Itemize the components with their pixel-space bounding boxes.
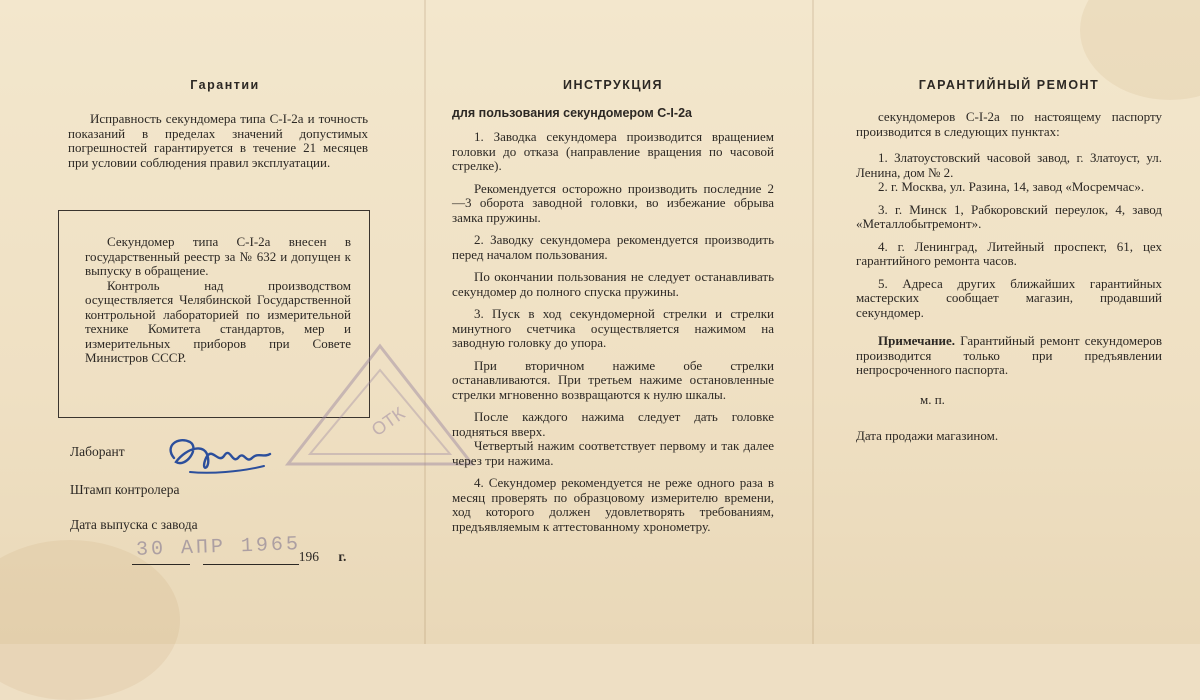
instruction-paragraph: Рекомендуется осторожно производить последние 2—3 оборота заводной головки, во избежание обрыва замка пружины.	[452, 180, 774, 225]
instruction-paragraph: 2. Заводку секундомера рекомендуется производить перед началом пользования.	[452, 232, 774, 262]
instruction-heading: ИНСТРУКЦИЯ	[562, 78, 664, 92]
guarantee-heading: Гарантии	[190, 78, 260, 92]
release-date-blanks	[132, 549, 346, 565]
release-year: 196	[298, 549, 319, 564]
repair-note	[856, 334, 1162, 378]
release-date-label: Дата выпуска с завода	[70, 517, 198, 532]
day-blank	[132, 564, 190, 565]
instruction-paragraph: После каждого нажима следует дать головке подняться вверх.	[452, 409, 774, 439]
control-text: Контроль над производством осуществляется Челябинской Государственной контрольной лабораторией по измерительной технике Комитета стандартов, мер и измерительных приборов при Совете Министров СССР.	[85, 277, 351, 365]
month-blank	[203, 564, 299, 565]
laborant-label: Лаборант	[70, 444, 125, 459]
stamp-text: ОТК	[367, 403, 409, 440]
warranty-repair-column	[856, 78, 1162, 444]
year-suffix: г.	[338, 549, 347, 564]
repair-point: 4. г. Ленинград, Литейный проспект, 61, цех гарантийного ремонта часов.	[856, 238, 1162, 268]
instruction-paragraph: По окончании пользования не следует останавливать секундомер до полного спуска пружины.	[452, 269, 774, 299]
guarantee-column	[68, 78, 368, 170]
fold-line-right	[812, 0, 814, 644]
instruction-paragraph: 4. Секундомер рекомендуется не реже одного раза в месяц проверять по образцовому измерителю времени, ход которого должен удовлетворять требованиям, предъявляемым к аттестованному хронометру.	[452, 475, 774, 534]
instruction-paragraph: 1. Заводка секундомера производится вращением головки до отказа (направление вращения по часовой стрелке).	[452, 129, 774, 173]
sale-date-label: Дата продажи магазином.	[856, 427, 999, 443]
repair-point: 2. г. Москва, ул. Разина, 14, завод «Мосремчас».	[878, 179, 1145, 194]
repair-note-text: Гарантийный ремонт секундомеров производится только при предъявлении непросроченного паспорта.	[856, 333, 1163, 377]
instruction-paragraph: При вторичном нажиме обе стрелки останавливаются. При третьем нажиме остановленные стрелки мгновенно возвращаются к нулю шкалы.	[452, 357, 774, 402]
repair-note-label: Примечание.	[878, 333, 955, 348]
repair-point: 1. Златоустовский часовой завод, г. Златоуст, ул. Ленина, дом № 2.	[856, 150, 1162, 180]
release-date-stamp: 30 АПР 1965	[135, 533, 302, 562]
seal-place: м. п.	[920, 391, 945, 407]
fold-line-left	[424, 0, 426, 644]
instruction-paragraph: Четвертый нажим соответствует первому и так далее через три нажима.	[452, 438, 774, 468]
instruction-subheading: для пользования секундомером С-I-2а	[452, 106, 692, 120]
stamp-label: Штамп контролера	[70, 482, 180, 497]
inspection-stamp-icon	[280, 340, 480, 480]
guarantee-text: Исправность секундомера типа С-I-2а и точность показаний в пределах значений допустимых погрешностей гарантируется в течение 21 месяцев при условии соблюдения правил эксплуатации.	[68, 111, 368, 170]
warranty-repair-intro: секундомеров С-I-2а по настоящему паспорту производится в следующих пунктах:	[856, 109, 1162, 139]
repair-point: 5. Адреса других ближайших гарантийных мастерских сообщает магазин, продавший секундомер.	[856, 275, 1162, 320]
instruction-paragraph: 3. Пуск в ход секундомерной стрелки и стрелки минутного счетчика осуществляется нажимом на заводную головку до упора.	[452, 306, 774, 350]
registry-text: Секундомер типа С-I-2а внесен в государственный реестр за № 632 и допущен к выпуску в обращение.	[85, 234, 351, 278]
repair-point: 3. г. Минск 1, Рабкоровский переулок, 4, завод «Металлобытремонт».	[856, 201, 1162, 231]
instruction-column	[452, 78, 774, 534]
warranty-repair-heading: ГАРАНТИЙНЫЙ РЕМОНТ	[918, 78, 1100, 92]
